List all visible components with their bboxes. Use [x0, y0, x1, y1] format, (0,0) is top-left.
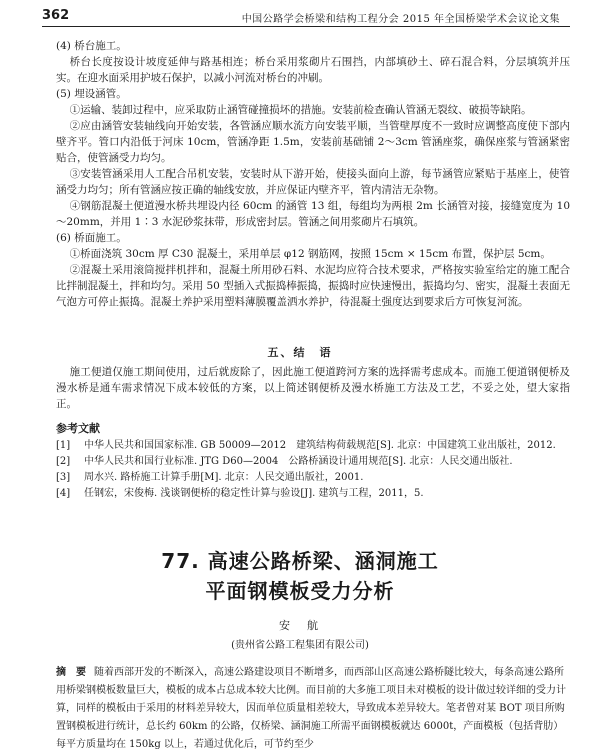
conclusion-paragraph: 施工便道仅施工期间使用，过后就废除了，因此施工便道跨河方案的选择需考虑成本。而施工便道钢便桥及漫水桥是通车需求情况下成本较低的方案，以上简述钢便桥及漫水桥施工方法及工艺，不妥之处，望大家指正。 [56, 366, 570, 410]
paragraph-culvert-2: ②应由涵管安装轴线向开始安装，各管涵应顺水流方向安装平顺，当管壁厚度不一致时应调整高度使下部内壁齐平。管口内沿低于河床 10cm，管涵净距 1.5m，安装前基础铺 2～3cm 管涵座浆，确保座浆与管涵紧密贴合，使管涵受力均匀。 [56, 120, 570, 164]
article-author: 安 航 [279, 619, 321, 632]
running-title: 中国公路学会桥梁和结构工程分会 2015 年全国桥梁学术会议论文集 [241, 14, 560, 25]
reference-number: [3] [56, 472, 71, 483]
abstract-text: 随着西部开发的不断深入，高速公路建设项目不断增多，而西部山区高速公路桥隧比较大，每条高速公路所用桥梁钢模板数量巨大，模板的成本占总成本较大比例。而目前的大多施工项目未对模板的设计做过较详细的受力计算，同样的模板由于采用的材料差异较大，因而单位质量相差较大，导致成本差异较大。笔者曾对某 BOT 项目所购置钢模板进行统计，总长约 60km 的公路，仅桥梁、涵洞施工所需平面钢模板就达 6000t，产面模板（包括背肋）每平方质量均在 150kg 以上，若通过优化后，可节约至少 [56, 667, 566, 750]
reference-number: [1] [56, 440, 71, 451]
reference-item [56, 438, 570, 454]
abstract [56, 664, 570, 754]
article-title-line-2: 平面钢模板受力分析 [205, 579, 395, 603]
reference-text: 周水兴. 路桥施工计算手册[M]. 北京：人民交通出版社，2001. [84, 472, 364, 483]
author-affiliation: (贵州省公路工程集团有限公司) [231, 640, 369, 651]
abstract-label: 摘 要 [56, 667, 86, 678]
conclusion-body [56, 364, 570, 412]
page-number: 362 [42, 8, 70, 23]
construction-steps [56, 38, 570, 310]
article-title-line-1: 77. 高速公路桥梁、涵洞施工 [161, 549, 439, 573]
reference-item [56, 470, 570, 486]
heading-culvert: (5) 埋设涵管。 [56, 88, 127, 100]
reference-item [56, 454, 570, 470]
reference-text: 中华人民共和国国家标准. GB 50009—2012 建筑结构荷载规范[S]. 北京：中国建筑工业出版社，2012. [84, 440, 556, 451]
heading-deck: (6) 桥面施工。 [56, 232, 127, 244]
reference-text: 任钢宏，宋俊梅. 浅谈钢便桥的稳定性计算与验设[J]. 建筑与工程，2011，5. [84, 488, 424, 499]
references-list [56, 438, 570, 502]
paragraph-culvert-4: ④钢筋混凝土便道漫水桥共埋设内径 60cm 的涵管 13 组，每组均为两根 2m 长涵管对接，接缝宽度为 10～20mm，并用 1∶3 水泥砂浆抹带，形成密封层。管涵之间用浆砌片石填筑。 [56, 200, 570, 228]
reference-item [56, 486, 570, 502]
paragraph-culvert-1: ①运输、装卸过程中，应采取防止涵管碰撞损坏的措施。安装前检查确认管涵无裂纹、破损等缺陷。 [69, 104, 532, 116]
heading-abutment: (4) 桥台施工。 [56, 40, 127, 52]
conclusion-heading: 五、结 语 [267, 346, 333, 359]
paragraph-deck-2: ②混凝土采用滚筒搅拌机拌和，混凝土所用砂石料、水泥均应符合技术要求，严格按实验室给定的施工配合比拌制混凝土，拌和均匀。采用 50 型插入式振捣棒振捣，振捣时应快速慢出，振捣均匀、密实，混凝土表面无气泡方可停止振捣。混凝土养护采用塑料薄膜覆盖洒水养护，待混凝土强度达到要求后方可恢复河流。 [56, 264, 570, 308]
references-heading: 参考文献 [56, 422, 100, 435]
running-header [42, 8, 570, 27]
reference-number: [2] [56, 456, 71, 467]
paragraph-abutment: 桥台长度按设计坡度延伸与路基相连；桥台采用浆砌片石围挡，内部填砂土、碎石混合料，分层填筑并压实。在迎水面采用护坡石保护，以减小河流对桥台的冲刷。 [56, 56, 570, 84]
paragraph-culvert-3: ③安装管涵采用人工配合吊机安装，安装时从下游开始，使接头面向上游，每节涵管应紧贴于基座上，使管涵受力均匀；所有管涵应按正确的轴线安放，并应保证内壁齐平，管内清洁无杂物。 [56, 168, 570, 196]
reference-text: 中华人民共和国行业标准. JTG D60—2004 公路桥涵设计通用规范[S]. 北京：人民交通出版社. [84, 456, 513, 467]
reference-number: [4] [56, 488, 71, 499]
paragraph-deck-1: ①桥面浇筑 30cm 厚 C30 混凝土，采用单层 φ12 钢筋网，按照 15cm × 15cm 布置，保护层 5cm。 [69, 248, 551, 260]
